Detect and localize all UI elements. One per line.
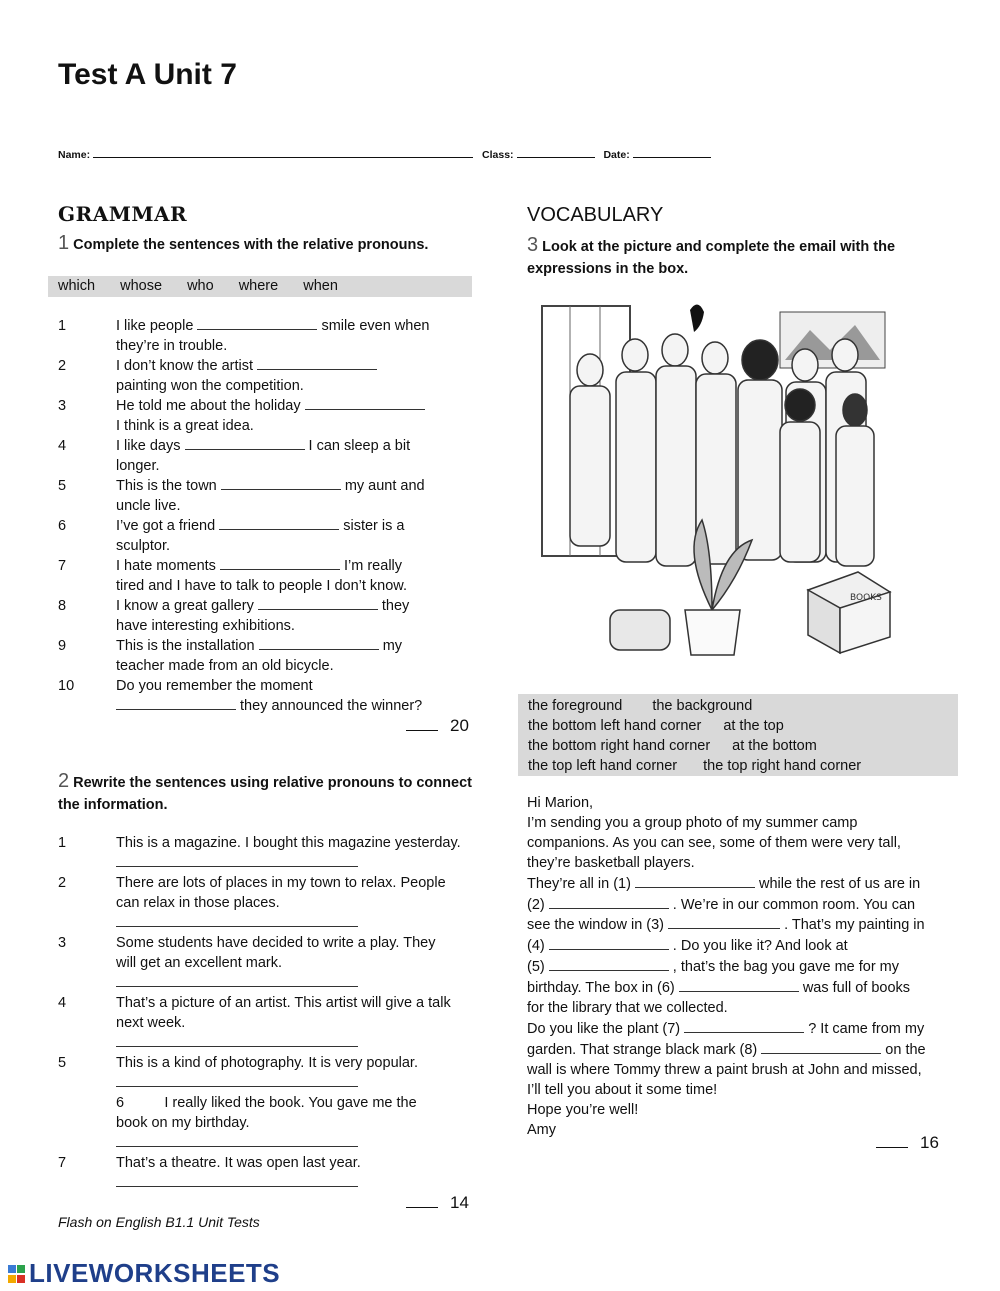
- item-text: This is the installation: [116, 638, 255, 654]
- exercise-2-number: 2: [58, 770, 70, 792]
- pronoun-when: when: [303, 278, 338, 294]
- email-blank-4[interactable]: [549, 936, 669, 950]
- email-line: [527, 957, 947, 978]
- email-text-part: . Do you like it? And look at: [672, 938, 848, 955]
- email-blank-8[interactable]: [761, 1040, 881, 1054]
- answer-blank[interactable]: [116, 696, 236, 710]
- ex1-item-8: [58, 596, 478, 636]
- class-label: Class:: [482, 149, 514, 161]
- ex1-item-7: [58, 556, 478, 596]
- item-text: Do you remember the moment: [116, 678, 313, 694]
- email-text-part: on the: [885, 1041, 926, 1058]
- exercise-1-text: Complete the sentences with the relative pronouns.: [73, 237, 429, 253]
- email-text-part: (4): [527, 938, 545, 955]
- student-info-line: [58, 148, 717, 161]
- expression: the bottom left hand corner: [528, 718, 702, 734]
- grammar-heading: GRAMMAR: [58, 202, 188, 226]
- score-total: 14: [450, 1193, 469, 1212]
- pronoun-where: where: [238, 278, 279, 294]
- ex2-item-3: [58, 933, 478, 993]
- score-blank[interactable]: [406, 716, 438, 731]
- score-total: 16: [920, 1133, 939, 1152]
- item-text: uncle live.: [116, 498, 181, 514]
- item-text: longer.: [116, 458, 160, 474]
- email-line: [527, 1019, 947, 1040]
- ex1-item-2: [58, 356, 478, 396]
- email-blank-1[interactable]: [635, 874, 755, 888]
- ex1-item-3: [58, 396, 478, 436]
- expression: at the top: [723, 718, 784, 734]
- item-number: 6: [58, 518, 67, 534]
- answer-blank[interactable]: [185, 436, 305, 450]
- email-blank-5[interactable]: [549, 957, 669, 971]
- expression-row: [528, 716, 958, 736]
- expression: the bottom right hand corner: [528, 738, 711, 754]
- answer-blank[interactable]: [197, 316, 317, 330]
- item-number: 2: [58, 875, 67, 891]
- email-text-part: (2): [527, 896, 545, 913]
- item-number: 9: [58, 638, 67, 654]
- email-text-part: while the rest of us are in: [759, 875, 921, 892]
- email-text-part: , that’s the bag you gave me for my: [672, 959, 900, 976]
- item-number: 1: [58, 318, 67, 334]
- answer-line[interactable]: [116, 1133, 358, 1147]
- ex1-item-1: [58, 316, 478, 356]
- email-text-part: Do you like the plant (7): [527, 1020, 681, 1037]
- expression: the foreground: [528, 698, 623, 714]
- email-line: [527, 936, 947, 957]
- ex2-item-5: [58, 1053, 478, 1093]
- exercise-1-score: [406, 716, 469, 736]
- item-text: they: [381, 598, 410, 614]
- ex2-item-7: [58, 1153, 478, 1193]
- item-text: smile even when: [321, 318, 430, 334]
- item-number: 1: [58, 835, 67, 851]
- ex2-item-4: [58, 993, 478, 1053]
- email-blank-3[interactable]: [668, 915, 780, 929]
- email-blank-7[interactable]: [684, 1019, 804, 1033]
- item-number: 7: [58, 1155, 67, 1171]
- ex2-item-6: [58, 1093, 478, 1153]
- item-number: 5: [58, 478, 67, 494]
- item-text: my aunt and: [344, 478, 425, 494]
- vocabulary-heading: VOCABULARY: [527, 204, 664, 226]
- date-label: Date:: [603, 149, 630, 161]
- answer-blank[interactable]: [221, 476, 341, 490]
- exercise-2-score: [406, 1193, 469, 1213]
- item-text: I don’t know the artist: [116, 358, 254, 374]
- email-line: Hope you’re well!: [527, 1101, 639, 1118]
- email-text-part: garden. That strange black mark (8): [527, 1041, 758, 1058]
- score-total: 20: [450, 716, 469, 735]
- email-text-part: . We’re in our common room. You can: [672, 896, 916, 913]
- ex1-item-6: [58, 516, 478, 556]
- email-text-part: was full of books: [802, 980, 911, 997]
- pronoun-who: who: [187, 278, 214, 294]
- item-text: That’s a picture of an artist. This artist will give a talk: [116, 995, 451, 1011]
- page-title: Test A Unit 7: [58, 58, 237, 91]
- exercise-1-number: 1: [58, 232, 70, 254]
- expression: the background: [652, 698, 753, 714]
- score-blank[interactable]: [406, 1193, 438, 1208]
- item-text: have interesting exhibitions.: [116, 618, 295, 634]
- pronoun-whose: whose: [120, 278, 163, 294]
- item-number: 7: [58, 558, 67, 574]
- item-text: I hate moments: [116, 558, 216, 574]
- item-text: I think is a great idea.: [116, 418, 254, 434]
- email-greeting: Hi Marion,: [527, 795, 594, 811]
- answer-blank[interactable]: [305, 396, 425, 410]
- expression: at the bottom: [732, 738, 817, 754]
- exercise-3-number: 3: [527, 234, 539, 256]
- answer-line[interactable]: [116, 1173, 358, 1187]
- expressions-box: [518, 694, 958, 776]
- item-text: next week.: [116, 1015, 186, 1031]
- exercise-3-score: [876, 1133, 939, 1153]
- expression-row: [528, 736, 958, 756]
- item-text: 6 I really liked the book. You gave me the: [116, 1095, 417, 1111]
- item-text: I like days: [116, 438, 181, 454]
- item-text: I know a great gallery: [116, 598, 254, 614]
- ex1-item-10: [58, 676, 478, 716]
- answer-line[interactable]: [116, 1033, 358, 1047]
- email-line: [527, 1040, 947, 1061]
- answer-blank[interactable]: [219, 516, 339, 530]
- expression: the top right hand corner: [703, 758, 862, 774]
- item-text: painting won the competition.: [116, 378, 304, 394]
- item-text: will get an excellent mark.: [116, 955, 283, 971]
- score-blank[interactable]: [876, 1133, 908, 1148]
- item-number: 10: [58, 678, 75, 694]
- item-text: can relax in those places.: [116, 895, 280, 911]
- item-text: He told me about the holiday: [116, 398, 301, 414]
- answer-blank[interactable]: [220, 556, 340, 570]
- item-text: they’re in trouble.: [116, 338, 228, 354]
- answer-blank[interactable]: [257, 356, 377, 370]
- answer-blank[interactable]: [258, 596, 378, 610]
- item-text: sister is a: [343, 518, 405, 534]
- email-line: they’re basketball players.: [527, 854, 695, 871]
- answer-line[interactable]: [116, 973, 358, 987]
- email-text: [527, 794, 947, 1140]
- item-text: tired and I have to talk to people I don’t know.: [116, 578, 407, 594]
- email-line: [527, 874, 947, 895]
- email-text-part: They’re all in (1): [527, 875, 631, 892]
- email-text-part: . That’s my painting in: [784, 917, 925, 934]
- name-label: Name:: [58, 149, 91, 161]
- exercise-2-text: Rewrite the sentences using relative pronouns to connect the information.: [58, 775, 472, 813]
- name-field[interactable]: [93, 148, 473, 158]
- ex1-item-9: [58, 636, 478, 676]
- item-text: This is a kind of photography. It is very popular.: [116, 1055, 418, 1071]
- answer-line[interactable]: [116, 1073, 358, 1087]
- email-line: companions. As you can see, some of them were very tall,: [527, 834, 901, 851]
- item-number: 2: [58, 358, 67, 374]
- footer-source: Flash on English B1.1 Unit Tests: [58, 1214, 260, 1230]
- item-text: This is a magazine. I bought this magazine yesterday.: [116, 835, 461, 851]
- answer-line[interactable]: [116, 853, 358, 867]
- email-text-part: (5): [527, 959, 545, 976]
- email-signature: Amy: [527, 1121, 556, 1138]
- email-blank-6[interactable]: [679, 978, 799, 992]
- liveworksheets-logo: [8, 1258, 280, 1289]
- email-line: wall is where Tommy threw a paint brush at John and missed,: [527, 1061, 922, 1078]
- item-text: I’m really: [344, 558, 403, 574]
- ex2-item-2: [58, 873, 478, 933]
- expression-row: [528, 756, 958, 776]
- item-text: I’ve got a friend: [116, 518, 216, 534]
- email-line: [527, 978, 947, 999]
- item-text: book on my birthday.: [116, 1115, 250, 1131]
- item-number: 4: [58, 438, 67, 454]
- item-number: 3: [58, 935, 67, 951]
- item-text: This is the town: [116, 478, 217, 494]
- item-text: my: [382, 638, 403, 654]
- item-number: 5: [58, 1055, 67, 1071]
- books-box-label: BOOKS: [850, 593, 882, 603]
- pronoun-box: [48, 276, 472, 297]
- expression: the top left hand corner: [528, 758, 678, 774]
- item-number: 8: [58, 598, 67, 614]
- class-field[interactable]: [517, 148, 595, 158]
- email-line: for the library that we collected.: [527, 1000, 728, 1017]
- ex2-item-1: [58, 833, 478, 873]
- email-text-part: birthday. The box in (6): [527, 980, 675, 997]
- item-text: I can sleep a bit: [308, 438, 411, 454]
- pronoun-which: which: [58, 278, 96, 294]
- item-text: they announced the winner?: [240, 698, 423, 714]
- email-text-part: see the window in (3): [527, 917, 665, 934]
- exercise-2-instruction: [58, 770, 478, 816]
- ex1-item-4: [58, 436, 478, 476]
- email-text-part: ? It came from my: [808, 1020, 925, 1037]
- answer-blank[interactable]: [259, 636, 379, 650]
- email-line: I’m sending you a group photo of my summer camp: [527, 814, 858, 831]
- item-text: There are lots of places in my town to relax. People: [116, 875, 446, 891]
- group-photo-illustration: [540, 300, 950, 680]
- exercise-3-instruction: [527, 234, 947, 280]
- liveworksheets-icon: [8, 1263, 26, 1285]
- item-text: That’s a theatre. It was open last year.: [116, 1155, 361, 1171]
- date-field[interactable]: [633, 148, 711, 158]
- ex1-item-5: [58, 476, 478, 516]
- item-number: 3: [58, 398, 67, 414]
- item-text: I like people: [116, 318, 194, 334]
- logo-text: LIVEWORKSHEETS: [29, 1258, 281, 1288]
- email-line: [527, 915, 947, 936]
- email-line: [527, 895, 947, 916]
- answer-line[interactable]: [116, 913, 358, 927]
- email-blank-2[interactable]: [549, 895, 669, 909]
- exercise-3-text: Look at the picture and complete the email with the expressions in the box.: [527, 239, 896, 277]
- item-text: sculptor.: [116, 538, 170, 554]
- expression-row: [528, 696, 958, 716]
- item-text: Some students have decided to write a play. They: [116, 935, 436, 951]
- exercise-1-instruction: [58, 232, 478, 256]
- item-number: 4: [58, 995, 67, 1011]
- email-line: I’ll tell you about it some time!: [527, 1081, 718, 1098]
- item-text: teacher made from an old bicycle.: [116, 658, 334, 674]
